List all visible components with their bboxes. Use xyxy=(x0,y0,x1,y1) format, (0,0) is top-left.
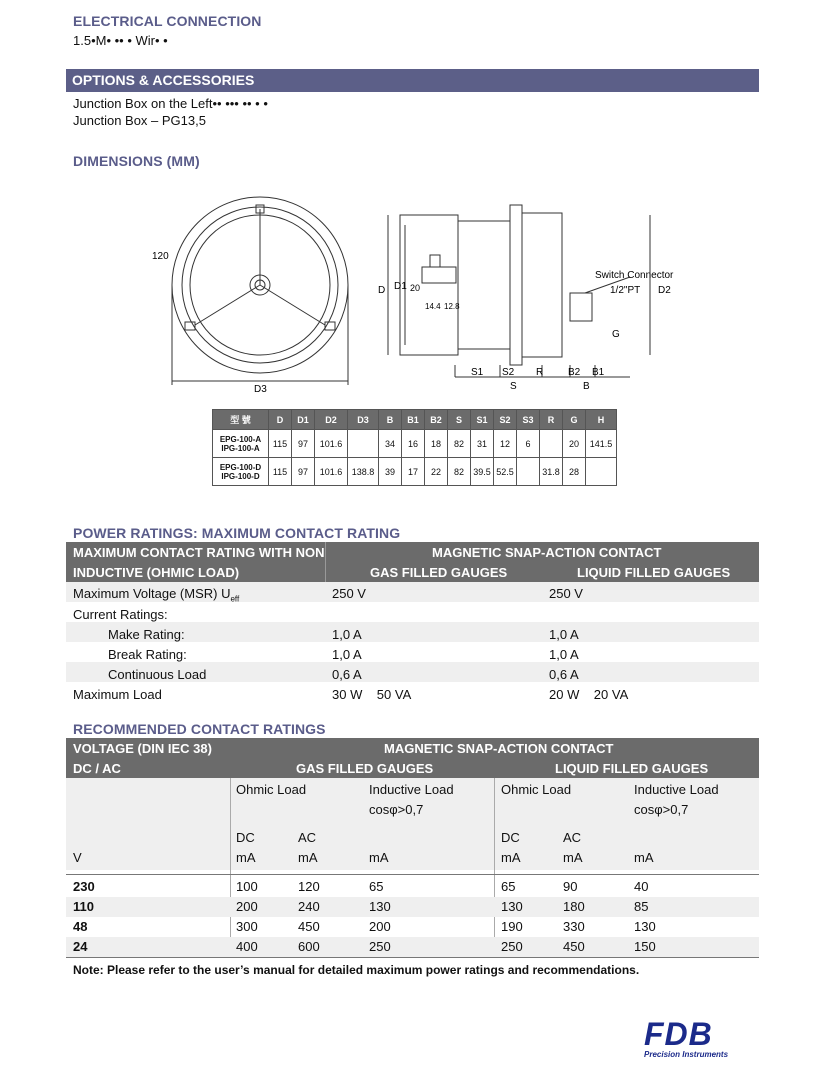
footnote: Note: Please refer to the user’s manual for detailed maximum power ratings and recommendations. xyxy=(73,963,640,977)
recommended-header-right-1: MAGNETIC SNAP-ACTION CONTACT xyxy=(384,741,614,756)
power-gas-make: 1,0 A xyxy=(332,627,362,642)
dim-cell: 16 xyxy=(402,430,425,458)
dim-header-d3: D3 xyxy=(348,410,379,430)
rec-cell: 130 xyxy=(369,899,391,914)
power-label-max-load: Maximum Load xyxy=(73,687,162,702)
label-12-8: 12.8 xyxy=(444,302,460,311)
dim-header-s2: S2 xyxy=(494,410,517,430)
sub-ohmic-liquid: Ohmic Load xyxy=(501,782,572,797)
power-label-continuous: Continuous Load xyxy=(108,667,207,682)
recommended-header-liquid: LIQUID FILLED GAUGES xyxy=(555,761,709,776)
sub-ma: mA xyxy=(236,850,256,865)
divider xyxy=(66,957,759,958)
dim-cell: 6 xyxy=(517,430,540,458)
rec-voltage: 230 xyxy=(73,879,95,894)
company-logo xyxy=(644,1018,754,1063)
dimensions-title: DIMENSIONS (MM) xyxy=(73,153,200,169)
sub-ohmic-gas: Ohmic Load xyxy=(236,782,307,797)
dim-cell: 20 xyxy=(563,430,586,458)
rec-voltage: 24 xyxy=(73,939,88,954)
dim-cell: 115 xyxy=(269,458,292,486)
sub-ma: mA xyxy=(298,850,318,865)
dim-cell: 52.5 xyxy=(494,458,517,486)
label-14-4: 14.4 xyxy=(425,302,441,311)
dim-header-b1: B1 xyxy=(402,410,425,430)
dim-cell: 141.5 xyxy=(586,430,617,458)
electrical-title: ELECTRICAL CONNECTION xyxy=(73,13,262,29)
label-20: 20 xyxy=(410,283,421,293)
sub-ac-liquid: AC xyxy=(563,830,582,845)
label-120: 120 xyxy=(152,251,169,262)
dim-cell: 82 xyxy=(448,458,471,486)
rec-cell: 130 xyxy=(634,919,656,934)
dim-header-g: G xyxy=(563,410,586,430)
front-view xyxy=(172,197,348,385)
rec-cell: 250 xyxy=(501,939,523,954)
sub-cos-gas: cosφ>0,7 xyxy=(369,802,424,817)
recommended-header-gas: GAS FILLED GAUGES xyxy=(296,761,434,776)
power-header-right-1: MAGNETIC SNAP-ACTION CONTACT xyxy=(432,545,662,560)
power-title: POWER RATINGS: MAXIMUM CONTACT RATING xyxy=(73,525,401,541)
logo-mark: FDB xyxy=(644,1016,713,1052)
rec-cell: 40 xyxy=(634,879,649,894)
dim-header-h: H xyxy=(586,410,617,430)
dim-cell: 138.8 xyxy=(348,458,379,486)
logo-subtitle: Precision Instruments xyxy=(644,1050,729,1059)
power-liquid-break: 1,0 A xyxy=(549,647,579,662)
dim-cell: 115 xyxy=(269,430,292,458)
power-label-current: Current Ratings: xyxy=(73,607,168,622)
dim-cell xyxy=(586,458,617,486)
rec-cell: 85 xyxy=(634,899,649,914)
dim-cell: 31 xyxy=(471,430,494,458)
power-liquid-max-load: 20 W 20 VA xyxy=(549,687,629,702)
sub-v: V xyxy=(73,850,82,865)
power-header-left-2: INDUCTIVE (OHMIC LOAD) xyxy=(73,565,240,580)
power-gas-max-load: 30 W 50 VA xyxy=(332,687,412,702)
label-s: S xyxy=(510,381,517,392)
power-gas-continuous: 0,6 A xyxy=(332,667,362,682)
rec-cell: 250 xyxy=(369,939,391,954)
dimension-drawing xyxy=(140,185,680,400)
label-switch-connector: Switch Connector xyxy=(595,270,674,281)
rec-cell: 450 xyxy=(563,939,585,954)
sub-ma: mA xyxy=(501,850,521,865)
sub-ma: mA xyxy=(634,850,654,865)
dim-header-b2: B2 xyxy=(425,410,448,430)
dim-cell: 82 xyxy=(448,430,471,458)
power-header-liquid: LIQUID FILLED GAUGES xyxy=(577,565,731,580)
rec-cell: 65 xyxy=(501,879,516,894)
sub-dc-liquid: DC xyxy=(501,830,520,845)
power-gas-voltage: 250 V xyxy=(332,586,366,601)
dim-header-d1: D1 xyxy=(292,410,315,430)
divider xyxy=(66,874,759,875)
dim-header-s3: S3 xyxy=(517,410,540,430)
dim-cell: 101.6 xyxy=(315,430,348,458)
rec-voltage: 48 xyxy=(73,919,88,934)
power-liquid-make: 1,0 A xyxy=(549,627,579,642)
power-gas-break: 1,0 A xyxy=(332,647,362,662)
recommended-row-stripe xyxy=(66,897,759,917)
dim-cell: 28 xyxy=(563,458,586,486)
sub-inductive-liquid: Inductive Load xyxy=(634,782,719,797)
rec-cell: 180 xyxy=(563,899,585,914)
sub-dc-gas: DC xyxy=(236,830,255,845)
dim-cell xyxy=(540,430,563,458)
rec-cell: 150 xyxy=(634,939,656,954)
dim-cell: 101.6 xyxy=(315,458,348,486)
rec-cell: 300 xyxy=(236,919,258,934)
label-d1: D1 xyxy=(394,281,407,292)
rec-cell: 240 xyxy=(298,899,320,914)
dim-cell xyxy=(348,430,379,458)
dim-header-s1: S1 xyxy=(471,410,494,430)
dimension-row-a xyxy=(213,430,617,458)
dim-cell: 97 xyxy=(292,458,315,486)
dim-cell xyxy=(517,458,540,486)
rec-cell: 200 xyxy=(369,919,391,934)
dim-cell: 12 xyxy=(494,430,517,458)
power-label-break: Break Rating: xyxy=(108,647,187,662)
label-d2: D2 xyxy=(658,285,671,296)
rec-cell: 600 xyxy=(298,939,320,954)
label-r: R xyxy=(536,367,544,378)
sub-ac-gas: AC xyxy=(298,830,317,845)
recommended-title: RECOMMENDED CONTACT RATINGS xyxy=(73,721,326,737)
rec-cell: 90 xyxy=(563,879,578,894)
sub-inductive-gas: Inductive Load xyxy=(369,782,454,797)
dim-cell: 17 xyxy=(402,458,425,486)
rec-cell: 400 xyxy=(236,939,258,954)
label-d3: D3 xyxy=(254,384,267,395)
dim-cell: 97 xyxy=(292,430,315,458)
dim-model: EPG-100-D IPG-100-D xyxy=(213,458,269,486)
label-b2: B2 xyxy=(568,367,581,378)
label-s1: S1 xyxy=(471,367,484,378)
dim-header-model: 型 號 xyxy=(213,410,269,430)
dim-model: EPG-100-A IPG-100-A xyxy=(213,430,269,458)
label-thread: 1/2"PT xyxy=(610,285,641,296)
divider xyxy=(230,778,231,958)
rec-cell: 330 xyxy=(563,919,585,934)
power-header-left-1: MAXIMUM CONTACT RATING WITH NON xyxy=(73,545,325,560)
dim-cell: 22 xyxy=(425,458,448,486)
rec-cell: 130 xyxy=(501,899,523,914)
label-d: D xyxy=(378,285,386,296)
label-b: B xyxy=(583,381,590,392)
dim-cell: 18 xyxy=(425,430,448,458)
dim-header-d2: D2 xyxy=(315,410,348,430)
label-g: G xyxy=(612,329,620,340)
rec-cell: 120 xyxy=(298,879,320,894)
rec-cell: 200 xyxy=(236,899,258,914)
power-label-make: Make Rating: xyxy=(108,627,185,642)
sub-ma: mA xyxy=(563,850,583,865)
options-title: OPTIONS & ACCESSORIES xyxy=(72,72,255,88)
power-label-voltage: Maximum Voltage (MSR) $U_{eff}$ xyxy=(73,586,240,604)
options-bar xyxy=(66,69,759,92)
rec-cell: 450 xyxy=(298,919,320,934)
power-header xyxy=(66,542,759,582)
options-item-1: Junction Box on the Left•• ••• •• • • xyxy=(73,96,268,111)
dim-cell: 39 xyxy=(379,458,402,486)
label-b1: B1 xyxy=(592,367,605,378)
recommended-header-left-1: VOLTAGE (DIN IEC 38) xyxy=(73,741,212,756)
dim-header-b: B xyxy=(379,410,402,430)
dimension-table xyxy=(212,409,617,486)
electrical-value: 1.5•M• •• • Wir• • xyxy=(73,33,168,48)
divider xyxy=(494,778,495,958)
recommended-header xyxy=(66,738,759,778)
dimension-table-wrap xyxy=(212,409,617,486)
power-header-gas: GAS FILLED GAUGES xyxy=(370,565,508,580)
label-s2: S2 xyxy=(502,367,515,378)
dim-cell: 39.5 xyxy=(471,458,494,486)
dimension-row-d xyxy=(213,458,617,486)
dim-header-r: R xyxy=(540,410,563,430)
power-liquid-voltage: 250 V xyxy=(549,586,583,601)
rec-voltage: 110 xyxy=(73,899,94,914)
rec-cell: 65 xyxy=(369,879,384,894)
dim-cell: 31.8 xyxy=(540,458,563,486)
dimension-table-header xyxy=(213,410,617,430)
recommended-header-left-2: DC / AC xyxy=(73,761,121,776)
rec-cell: 100 xyxy=(236,879,258,894)
dim-header-s: S xyxy=(448,410,471,430)
options-item-2: Junction Box – PG13,5 xyxy=(73,113,206,128)
dim-cell: 34 xyxy=(379,430,402,458)
power-liquid-continuous: 0,6 A xyxy=(549,667,579,682)
rec-cell: 190 xyxy=(501,919,523,934)
dim-header-d: D xyxy=(269,410,292,430)
sub-ma: mA xyxy=(369,850,389,865)
sub-cos-liquid: cosφ>0,7 xyxy=(634,802,689,817)
